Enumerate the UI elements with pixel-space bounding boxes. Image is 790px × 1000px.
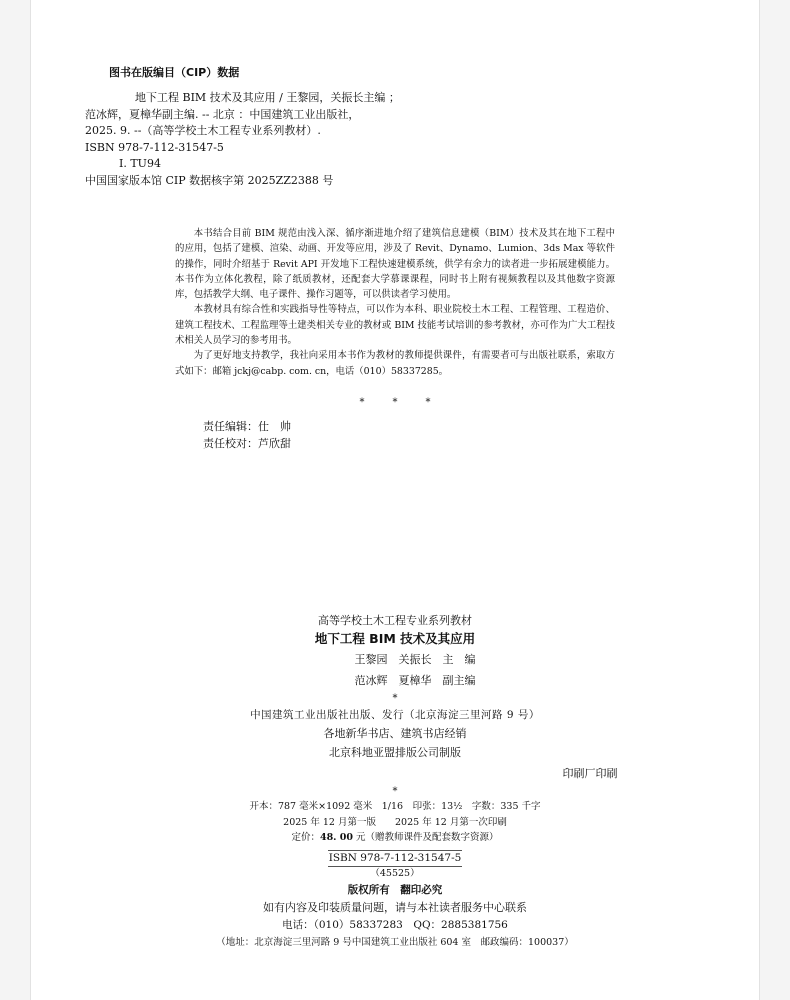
cip-heading: 图书在版编目（CIP）数据: [109, 66, 240, 79]
section-separator: [31, 397, 759, 408]
separator-star: *: [359, 397, 365, 408]
chief-editors: 王黎园 关振长 主 编: [354, 653, 476, 666]
summary-paragraph-1: 本书结合目前 BIM 规范由浅入深、循序渐进地介绍了建筑信息建模（BIM）技术及其在地下工程中的应用，包括了建模、渲染、动画、开发等应用，涉及了 Revit、Dynamo、Lumion、3ds Max 等软件的操作，同时介绍基于 Revit API 开发地下工程快速建模系统，供学有余力的读者进一步拓展建模能力。本书作为立体化教程，除了纸质教材，还配套大学慕课课程，同时书上附有视频教程以及其他数字资源库，包括教学大纲、电子课件、操作习题等，可以供读者学习使用。: [175, 228, 615, 301]
copyright-page: [30, 0, 760, 1000]
editors-block: [203, 418, 291, 452]
printer-line: 印刷厂印刷: [562, 767, 618, 780]
cip-classification-line: Ⅰ. TU94: [119, 157, 161, 170]
editions-line: 2025 年 12 月第一版 2025 年 12 月第一次印刷: [283, 816, 507, 828]
price-suffix: 元（赠教师课件及配套数字资源）: [353, 832, 499, 843]
series-name: 高等学校土木工程专业系列教材: [318, 614, 472, 627]
cip-editors-line: 范冰辉，夏樟华副主编. -- 北京 ：中国建筑工业出版社，: [85, 107, 360, 121]
separator-star: *: [392, 397, 398, 408]
separator-star: *: [425, 397, 431, 408]
summary-paragraph-3: 为了更好地支持教学，我社向采用本书作为教材的教师提供课件，有需要者可与出版社联系，索取方式如下：邮箱 jckj@cabp. com. cn，电话（010）58337285。: [175, 350, 615, 377]
cip-record-number-line: 中国国家版本馆 CIP 数据核字第 2025ZZ2388 号: [85, 173, 334, 187]
cip-title-line: 地下工程 BIM 技术及其应用 / 王黎园，关振长主编 ；: [135, 91, 400, 104]
contact-notice: 如有内容及印装质量问题，请与本社读者服务中心联系: [263, 900, 527, 914]
specs-line: 开本：787 毫米×1092 毫米 1/16 印张：13½ 字数：335 千字: [249, 801, 541, 812]
address-line: （地址：北京海淀三里河路 9 号中国建筑工业出版社 604 室 邮政编码：100037）: [216, 936, 574, 948]
responsible-proofreader: 责任校对：芦欣甜: [203, 437, 291, 450]
price-line: [31, 830, 759, 846]
responsible-editor: 责任编辑：仕 帅: [203, 420, 291, 433]
distributor-line: 各地新华书店、建筑书店经销: [323, 727, 467, 740]
colophon-star: *: [392, 693, 398, 704]
cip-block: [85, 64, 749, 189]
cip-isbn-line: ISBN 978-7-112-31547-5: [85, 140, 224, 154]
book-number: （45525）: [370, 867, 420, 879]
price-value: 48. 00: [319, 832, 354, 843]
typesetter-line: 北京科地亚盟排版公司制版: [329, 746, 461, 759]
book-title: 地下工程 BIM 技术及其应用: [314, 631, 476, 646]
deputy-editors: 范冰辉 夏樟华 副主编: [354, 674, 476, 687]
colophon-star: *: [392, 786, 398, 797]
colophon-block: [31, 612, 759, 951]
publisher-line: 中国建筑工业出版社出版、发行（北京海淀三里河路 9 号）: [250, 709, 540, 721]
isbn-barline: ISBN 978-7-112-31547-5: [328, 850, 463, 867]
phone-line: 电话：（010）58337283 QQ：2885381756: [282, 918, 508, 931]
price-label: 定价：: [291, 832, 320, 843]
book-summary: [175, 226, 615, 379]
summary-paragraph-2: 本教材具有综合性和实践指导性等特点，可以作为本科、职业院校土木工程、工程管理、工程造价、建筑工程技术、工程监理等土建类相关专业的教材或 BIM 技能考试培训的参考教材，亦可作为广大工程技术相关人员学习的参考用书。: [175, 304, 615, 347]
cip-date-line: 2025. 9. --（高等学校土木工程专业系列教材）.: [85, 124, 321, 137]
rights-notice: 版权所有 翻印必究: [347, 883, 443, 896]
